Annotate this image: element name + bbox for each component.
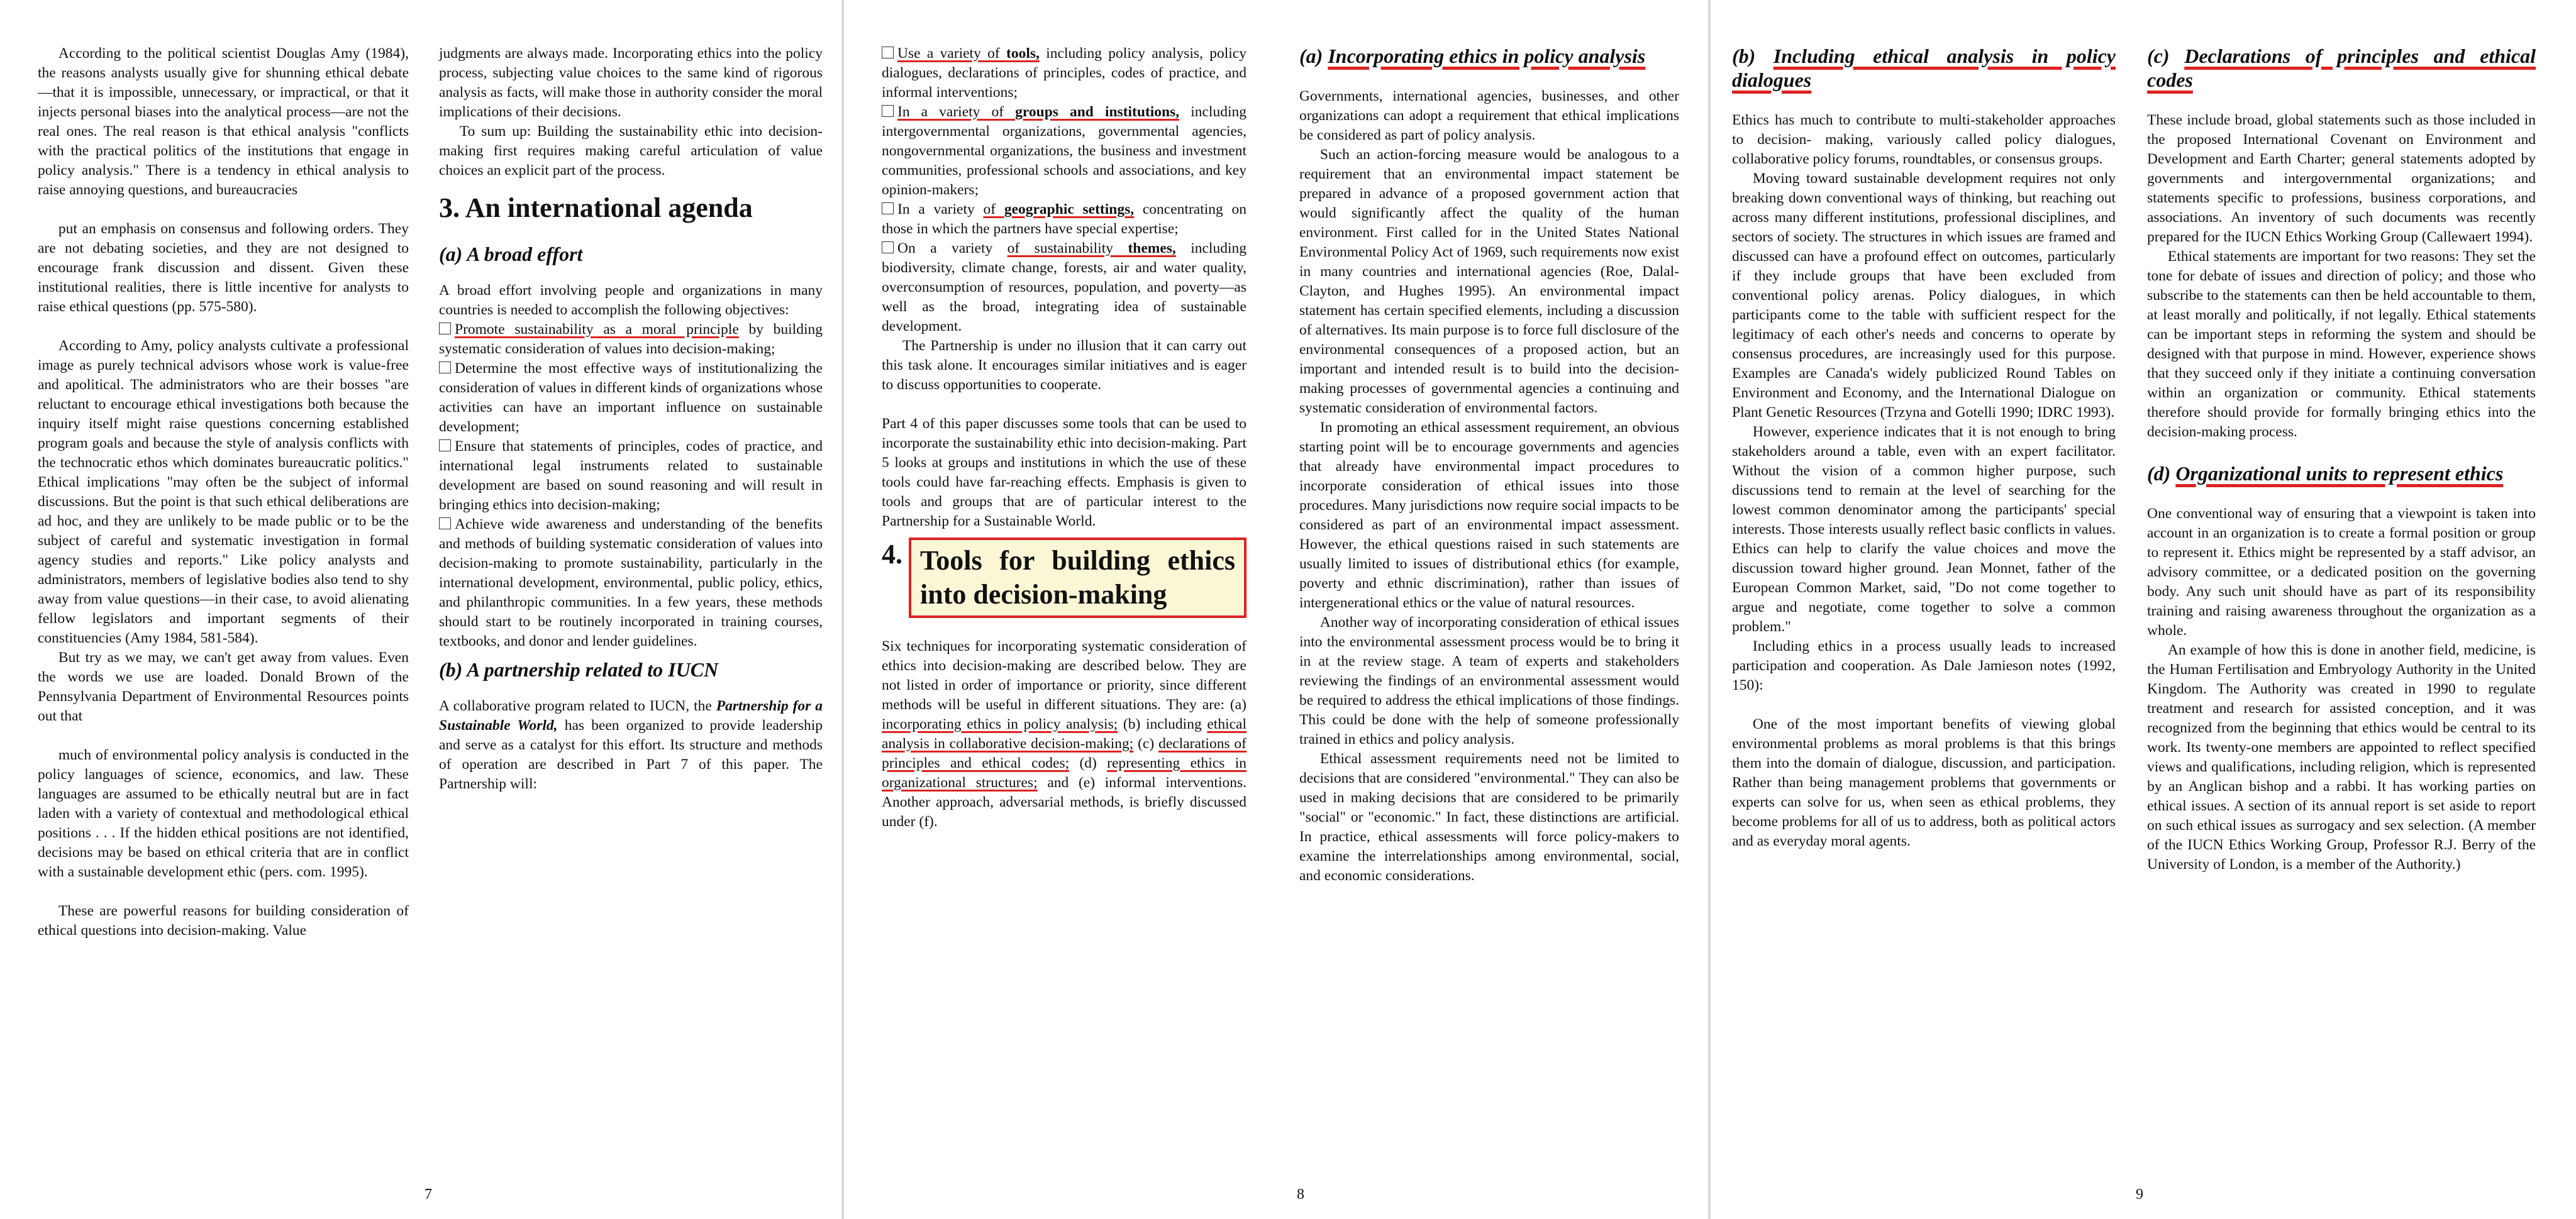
checkbox-icon <box>882 202 894 214</box>
paragraph: But try as we may, we can't get away from values. Even the words we use are loaded. Donald Brown of the Pennsylvania Department of Environmental Resources points out that <box>38 649 409 724</box>
text: Determine the most effective ways of institutionalizing the consideration of values in different kinds of organizations whose activities can have an important influence on sustainable development; <box>439 360 823 435</box>
page-number: 8 <box>1297 1186 1304 1203</box>
block-quote: much of environmental policy analysis is conducted in the policy languages of science, economics, and law. These languages are assumed to be ethically neutral but are in fact laden with a variety of contextual and methodological ethical positions . . . If the hidden ethical positions are not identified, decisions may be based on ethical criteria that are in conflict with a sustainable development ethic (pers. com. 1995). <box>38 747 409 880</box>
text: (c) <box>1133 736 1159 752</box>
paragraph: According to Amy, policy analysts cultivate a professional image as purely technical advisors whose work is value-free and apolitical. The administrators who are their bosses "are reluctant to encourage ethical investigations both because the inquiry itself might raise questions concerning established program goals and because the style of analysis conflicts with the technocratic ethos which dominates bureaucratic politics." Ethical implications "may often be the subject of informal discussions. But the point is that such ethical deliberations are ad hoc, and they are unlikely to be made public or to be the subject of careful and systematic investigation in formal agency studies and reports." Like policy analysts and administrators, members of legislative bodies also tend to shy away from value questions—in their case, to avoid alienating fellow legislators and important segments of their constituencies (Amy 1984, 581-584). <box>38 338 409 646</box>
paragraph <box>882 637 1246 832</box>
text: (d) <box>1069 755 1108 771</box>
text: In a variety <box>897 201 984 218</box>
subsection-heading <box>2147 461 2536 485</box>
highlighted-text: groups and institutions, <box>1015 104 1180 120</box>
heading-label: (d) <box>2147 462 2176 485</box>
paragraph: judgments are always made. Incorporating ethics into the policy process, subjecting value choices to the same kind of rigorous analysis as facts, will make those in authority consider the moral implications of their decisions. <box>439 45 823 120</box>
bullet-item <box>439 437 823 515</box>
paragraph: Ethical assessment requirements need not be limited to decisions that are considered "environmental." They can also be used in making decisions that are considered to be primarily "social" or "economic." In fact, these distinctions are artificial. In practice, ethical assessments will force policy-makers to examine the interrelationships among environmental, social, and economic considerations. <box>1299 751 1679 884</box>
paragraph: Part 4 of this paper discusses some tools that can be used to incorporate the sustainability ethic into decision-making. Part 5 looks at groups and institutions in which the use of these tools could have far-reaching effects. Emphasis is given to tools and groups that are of particular interest to the Partnership for a Sustainable World. <box>882 416 1246 529</box>
text: (b) including <box>1118 716 1208 732</box>
page-8 <box>844 0 1708 1219</box>
checkbox-icon <box>439 517 451 529</box>
highlighted-text: Use a variety of <box>897 45 1007 62</box>
highlighted-text: geographic settings, <box>1004 201 1135 218</box>
heading-text: Including ethical analysis in policy dialogues <box>1732 45 2116 91</box>
paragraph: In promoting an ethical assessment requirement, an obvious starting point will be to encourage governments and agencies that already have environmental impact procedures to incorporate consideration of ethical issues into those procedures. Many jurisdictions now require social impacts to be considered as part of an environmental impact assessment. However, the ethical questions raised in such statements are usually limited to issues of distributional ethics (for example, poverty and ethnic discrimination), rather than issues of intergenerational ethics or the value of natural resources. <box>1299 419 1679 611</box>
paragraph: These include broad, global statements such as those included in the proposed International Covenant on Environment and Development and Earth Charter; general statements adopted by governments and intergovernmental organizations; and statements specific to professions, business corporations, and associations. An inventory of such documents was recently prepared for the IUCN Ethics Working Group (Callewaert 1994). <box>2147 112 2536 245</box>
emphasis-text: Partnership for a Sustainable World, <box>439 698 823 734</box>
chapter-heading <box>882 538 1246 618</box>
subsection-heading <box>1299 44 1679 68</box>
checkbox-icon <box>439 361 451 373</box>
checkbox-icon <box>882 105 894 117</box>
checkbox-icon <box>439 323 451 334</box>
page-number: 7 <box>425 1186 432 1203</box>
highlighted-text: tools, <box>1006 45 1040 62</box>
bullet-item <box>439 320 823 359</box>
subsection-heading: (a) A broad effort <box>439 243 583 265</box>
checkbox-icon <box>882 241 894 253</box>
block-quote: One of the most important benefits of viewing global environmental problems as moral problems is that this brings them into the domain of dialogue, discussion, and participation. Rather than being management problems that governments or experts can solve for us, when seen as ethical problems, they become problems for all of us to address, both as political actors and as everyday moral agents. <box>1732 716 2116 849</box>
highlighted-text: of <box>983 201 1004 218</box>
page-9 <box>1711 0 2576 1219</box>
paragraph: Including ethics in a process usually leads to increased participation and cooperation. As Dale Jamieson notes (1992, 150): <box>1732 638 2116 693</box>
text: Achieve wide awareness and understanding of the benefits and methods of building systematic consideration of values into decision-making to promote sustainability, particularly in the international development, environmental, public policy, ethics, and philanthropic communities. In a few years, these methods should start to be routinely incorporated in training courses, textbooks, and donor and lender guidelines. <box>439 516 823 649</box>
text: by building systematic consideration of values into decision-making; <box>439 321 823 357</box>
highlighted-text: ethical analysis in collaborative decision-making; <box>882 716 1246 752</box>
heading-label: (b) <box>1732 45 1774 67</box>
text: On a variety <box>897 240 1008 256</box>
paragraph: Governments, international agencies, businesses, and other organizations can adopt a requirement that ethical implications be considered as part of policy analysis. <box>1299 88 1679 143</box>
block-quote: put an emphasis on consensus and following orders. They are not debating societies, and they are not designed to encourage frank discussion and dissent. Given these institutional realities, there is little incentive for analysts to raise ethical questions (pp. 575-580). <box>38 221 409 315</box>
paragraph: According to the political scientist Douglas Amy (1984), the reasons analysts usually give for shunning ethical debate—that it is impossible, unnecessary, or impractical, or that it injects personal biases into the analytical process—are not the real ones. The real reason is that ethical analysis "conflicts with the practical politics of the institutions that engage in policy analysis." There is a tendency in ethical analysis to raise annoying questions, and bureaucracies <box>38 45 409 198</box>
page8-column-1 <box>882 44 1246 832</box>
text: and (e) informal interventions. Another approach, adversarial methods, is briefly discussed under (f). <box>882 775 1246 830</box>
chapter-number: 4. <box>882 539 902 570</box>
paragraph: An example of how this is done in another field, medicine, is the Human Fertilisation and Embryology Authority in the United Kingdom. The Authority was created in 1990 to regulate treatment and research for assisted conception, and it was recognized from the beginning that ethics would be central to its work. Its twenty-one members are appointed to reflect specified views and qualifications, including religion, which is represented by an Anglican bishop and a rabbi. It has working parties on ethical issues. A section of its annual report is set aside to report on such ethical issues as surrogacy and sex selection. (A member of the IUCN Ethics Working Group, Professor R.J. Berry of the University of London, is a member of the Authority.) <box>2147 642 2536 873</box>
checkbox-icon <box>439 439 451 451</box>
subsection-heading <box>1732 44 2116 92</box>
text: Six techniques for incorporating systematic consideration of ethics into decision-making are described below. They are not listed in order of importance or priority, since different methods will be useful in different situations. They are: (a) <box>882 638 1246 713</box>
page9-column-1 <box>1732 44 2116 851</box>
bullet-item <box>439 515 823 651</box>
bullet-item <box>882 200 1246 239</box>
section-heading: 3. An international agenda <box>439 192 753 223</box>
text: A collaborative program related to IUCN, the <box>439 698 716 714</box>
page-number: 9 <box>2136 1186 2143 1203</box>
text: Ensure that statements of principles, codes of practice, and international legal instruments related to sustainable development are based on sound reasoning and will result in bringing ethics into decision-making; <box>439 438 823 513</box>
text: including policy analysis, policy dialogues, declarations of principles, codes of practice, and informal interventions; <box>882 45 1246 101</box>
subsection-heading <box>2147 44 2536 92</box>
text: including biodiversity, climate change, forests, air and water quality, overconsumption of resources, population, and poverty—as well as the broad, integrating idea of sustainable development. <box>882 240 1246 334</box>
highlighted-text: Promote sustainability as a moral principle <box>455 321 739 338</box>
bullet-item <box>882 239 1246 336</box>
heading-text: Incorporating ethics in policy analysis <box>1328 45 1646 67</box>
highlighted-text: themes, <box>1128 240 1176 256</box>
text: including intergovernmental organizations, governmental agencies, nongovernmental organizations, the business and investment communities, professional schools and associations, and key opinion-makers; <box>882 104 1246 198</box>
bullet-item <box>439 359 823 437</box>
page7-column-2 <box>439 44 823 794</box>
paragraph: Moving toward sustainable development requires not only breaking down conventional ways of thinking, but reaching out across many different institutions, professional disciplines, and sectors of society. The structures in which issues are framed and discussed can have a profound effect on outcomes, particularly if they include groups that have been excluded from conventional policy arenas. Policy dialogues, in which participants come to the table with sufficient respect for the legitimacy of each other's needs and concerns to operate by consensus procedures, are increasingly used for this purpose. Examples are Canada's widely publicized Round Tables on Environment and Economy, and the International Dialogue on Plant Genetic Resources (Trzyna and Gotelli 1990; IDRC 1993). <box>1732 170 2116 421</box>
heading-text: Organizational units to represent ethics <box>2175 462 2504 485</box>
chapter-title-box: Tools for building ethics into decision-making <box>909 538 1246 618</box>
text: concentrating on those in which the partners have special expertise; <box>882 201 1246 237</box>
paragraph: One conventional way of ensuring that a viewpoint is taken into account in an organization is to create a formal position or group to represent it. Ethics might be represented by a staff advisor, an advisory committee, or a dedicated position on the governing body. Any such unit should have as part of its responsibility training and raising awareness throughout the organization as a whole. <box>2147 505 2536 639</box>
checkbox-icon <box>882 47 894 58</box>
heading-label: (c) <box>2147 45 2185 67</box>
paragraph <box>439 697 823 794</box>
heading-text: Declarations of principles and ethical codes <box>2147 45 2536 91</box>
paragraph: To sum up: Building the sustainability ethic into decision-making first requires making careful articulation of value choices an explicit part of the process. <box>439 123 823 179</box>
paragraph: Such an action-forcing measure would be analogous to a requirement that an environmental impact statement be prepared in advance of a proposed government action that would significantly affect the quality of the human environment. First called for in the United States National Environmental Policy Act of 1969, such requirements now exist in many countries and international agencies (Roe, Dalal-Clayton, and Hughes 1995). An environmental impact statement has certain specified elements, including a discussion of alternatives. Its main purpose is to force full disclosure of the environmental consequences of a proposed action, but an important and intended result is to build into the decision-making processes of governmental agencies a continuing and systematic consideration of environmental factors. <box>1299 146 1679 416</box>
page9-column-2 <box>2147 44 2536 874</box>
paragraph: A broad effort involving people and organizations in many countries is needed to accomplish the following objectives: <box>439 282 823 318</box>
page8-column-2 <box>1299 44 1679 886</box>
page7-column-1 <box>38 44 409 940</box>
highlighted-text: declarations of principles and ethical codes; <box>882 736 1246 771</box>
bullet-item <box>882 102 1246 200</box>
paragraph: However, experience indicates that it is not enough to bring stakeholders around a table, even with an expert facilitator. Without the vision of a common higher purpose, such discussions tend to remain at the level of searching for the lowest common denominator among the participants' special interests. Those interests usually reflect basic conflicts in values. Ethics can help to clarify the value choices and move the discussion toward higher ground. Jean Monnet, father of the European Common Market, said, "Do not come together to argue and negotiate, come together to solve a common problem." <box>1732 424 2116 635</box>
highlighted-text: incorporating ethics in policy analysis; <box>882 716 1118 732</box>
paragraph: Another way of incorporating consideration of ethical issues into the environmental assessment process would be to bring it in at the review stage. A team of experts and stakeholders reviewing the findings of an environmental assessment would be required to address the ethical implications of those findings. This could be done with the help of someone professionally trained in ethics and policy analysis. <box>1299 614 1679 747</box>
highlighted-text: In a variety of <box>897 104 1016 120</box>
subsection-heading: (b) A partnership related to IUCN <box>439 658 719 681</box>
highlighted-text: of sustainability <box>1007 240 1128 256</box>
text: has been organized to provide leadership and serve as a catalyst for this effort. Its structure and methods of operation are described in Part 7 of this paper. The Partnership will: <box>439 717 823 792</box>
paragraph: These are powerful reasons for building consideration of ethical questions into decision-making. Value <box>38 903 409 939</box>
bullet-item <box>882 44 1246 102</box>
page-7 <box>0 0 841 1219</box>
highlighted-text: representing ethics in organizational structures; <box>882 755 1246 791</box>
paragraph: The Partnership is under no illusion that it can carry out this task alone. It encourages similar initiatives and is eager to discuss opportunities to cooperate. <box>882 338 1246 393</box>
paragraph: Ethics has much to contribute to multi-stakeholder approaches to decision- making, variously called policy dialogues, collaborative policy forums, roundtables, or consensus groups. <box>1732 112 2116 167</box>
heading-label: (a) <box>1299 45 1328 67</box>
paragraph: Ethical statements are important for two reasons: They set the tone for debate of issues and direction of policy; and those who subscribe to the statements can then be held accountable to them, at least morally and politically, if not legally. Ethical statements can be important steps in reforming the system and should be designed with that purpose in mind. However, experience shows that they succeed only if they initiate a continuing conversation within an organization or community. Ethical statements therefore should provide for formally bringing ethics into the decision-making process. <box>2147 248 2536 440</box>
